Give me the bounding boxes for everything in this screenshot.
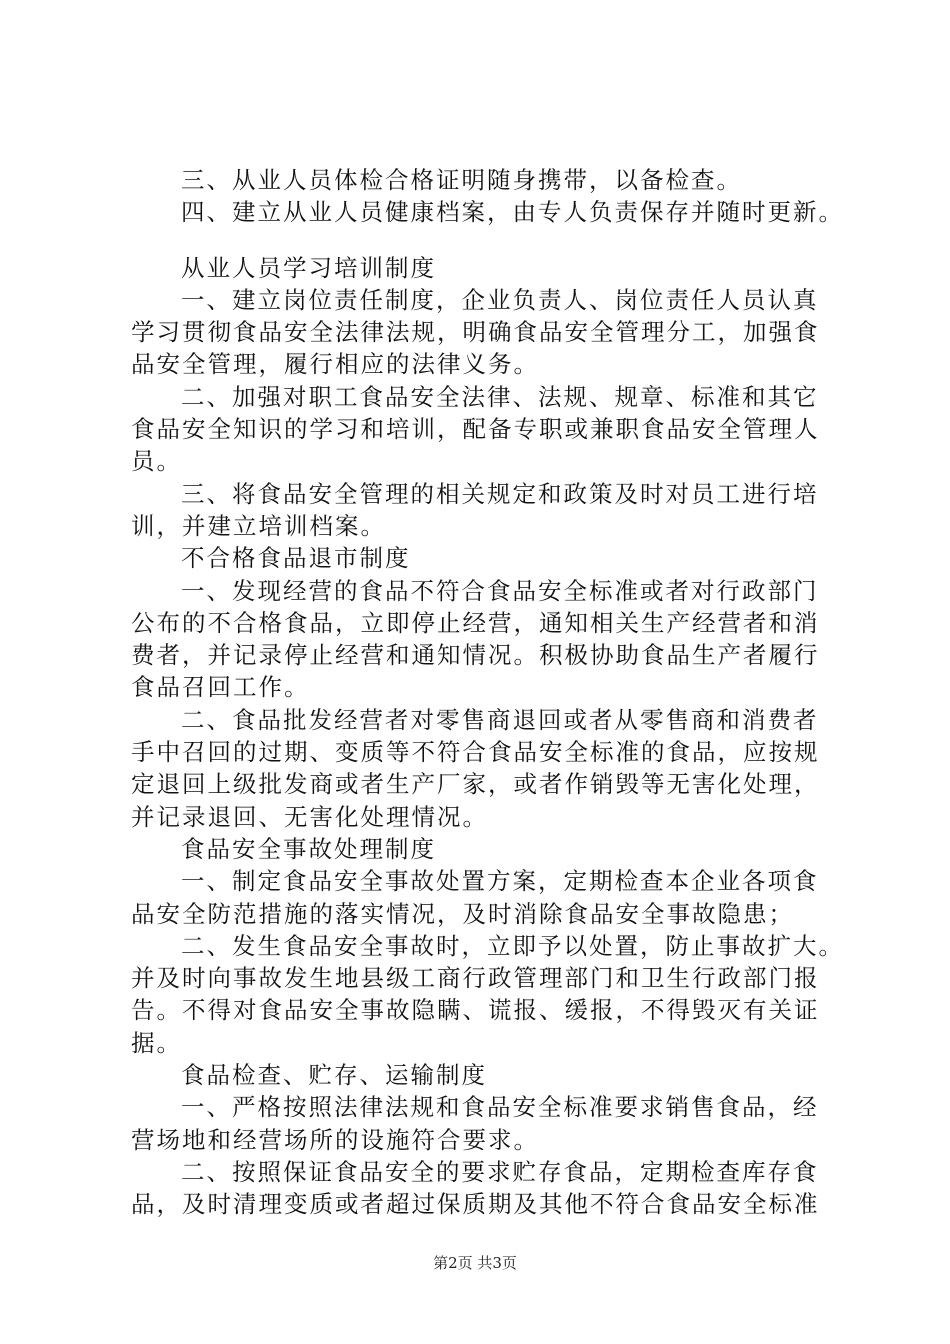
text-line: 员。 xyxy=(131,447,182,476)
paragraph-block-top xyxy=(131,164,844,229)
text-line: 食品检查、贮存、运输制度 xyxy=(181,1061,487,1090)
paragraph-block-main xyxy=(131,252,844,1221)
text-line: 从业人员学习培训制度 xyxy=(181,253,436,282)
text-line: 一、发现经营的食品不符合食品安全标准或者对行政部门 xyxy=(181,576,819,605)
text-line: 一、建立岗位责任制度，企业负责人、岗位责任人员认真 xyxy=(181,285,819,314)
text-line: 一、制定食品安全事故处置方案，定期检查本企业各项食 xyxy=(181,867,819,896)
text-line: 并记录退回、无害化处理情况。 xyxy=(131,802,488,831)
page-footer: 第2页 共3页 xyxy=(433,1254,517,1272)
text-line: 二、食品批发经营者对零售商退回或者从零售商和消费者 xyxy=(181,705,819,734)
document-body xyxy=(131,164,844,1221)
text-line: 品，及时清理变质或者超过保质期及其他不符合食品安全标准 xyxy=(131,1190,820,1219)
text-line: 公布的不合格食品，立即停止经营，通知相关生产经营者和消 xyxy=(131,608,820,637)
paragraph-gap xyxy=(131,229,831,252)
text-line: 四、建立从业人员健康档案，由专人负责保存并随时更新。 xyxy=(181,198,844,227)
text-line: 营场地和经营场所的设施符合要求。 xyxy=(131,1125,539,1154)
text-line: 食品召回工作。 xyxy=(131,673,310,702)
text-line: 食品安全事故处理制度 xyxy=(181,834,436,863)
text-line: 品安全防范措施的落实情况，及时消除食品安全事故隐患； xyxy=(131,899,794,928)
text-line: 二、加强对职工食品安全法律、法规、规章、标准和其它 xyxy=(181,382,819,411)
text-line: 三、从业人员体检合格证明随身携带，以备检查。 xyxy=(181,166,742,194)
text-line: 告。不得对食品安全事故隐瞒、谎报、缓报，不得毁灭有关证 xyxy=(131,996,820,1025)
text-line: 并及时向事故发生地县级工商行政管理部门和卫生行政部门报 xyxy=(131,964,820,993)
text-line: 食品安全知识的学习和培训，配备专职或兼职食品安全管理人 xyxy=(131,415,820,444)
text-line: 一、严格按照法律法规和食品安全标准要求销售食品，经 xyxy=(181,1093,819,1122)
text-line: 二、发生食品安全事故时，立即予以处置，防止事故扩大。 xyxy=(181,931,844,960)
text-line: 手中召回的过期、变质等不符合食品安全标准的食品，应按规 xyxy=(131,738,820,767)
text-line: 不合格食品退市制度 xyxy=(181,544,411,573)
text-line: 训，并建立培训档案。 xyxy=(131,511,386,540)
text-line: 据。 xyxy=(131,1028,182,1057)
text-line: 品安全管理，履行相应的法律义务。 xyxy=(131,350,539,379)
text-line: 学习贯彻食品安全法律法规，明确食品安全管理分工，加强食 xyxy=(131,318,820,347)
text-line: 定退回上级批发商或者生产厂家，或者作销毁等无害化处理， xyxy=(131,770,820,799)
text-line: 三、将食品安全管理的相关规定和政策及时对员工进行培 xyxy=(181,479,819,508)
text-line: 费者，并记录停止经营和通知情况。积极协助食品生产者履行 xyxy=(131,641,820,670)
text-line: 二、按照保证食品安全的要求贮存食品，定期检查库存食 xyxy=(181,1157,819,1186)
